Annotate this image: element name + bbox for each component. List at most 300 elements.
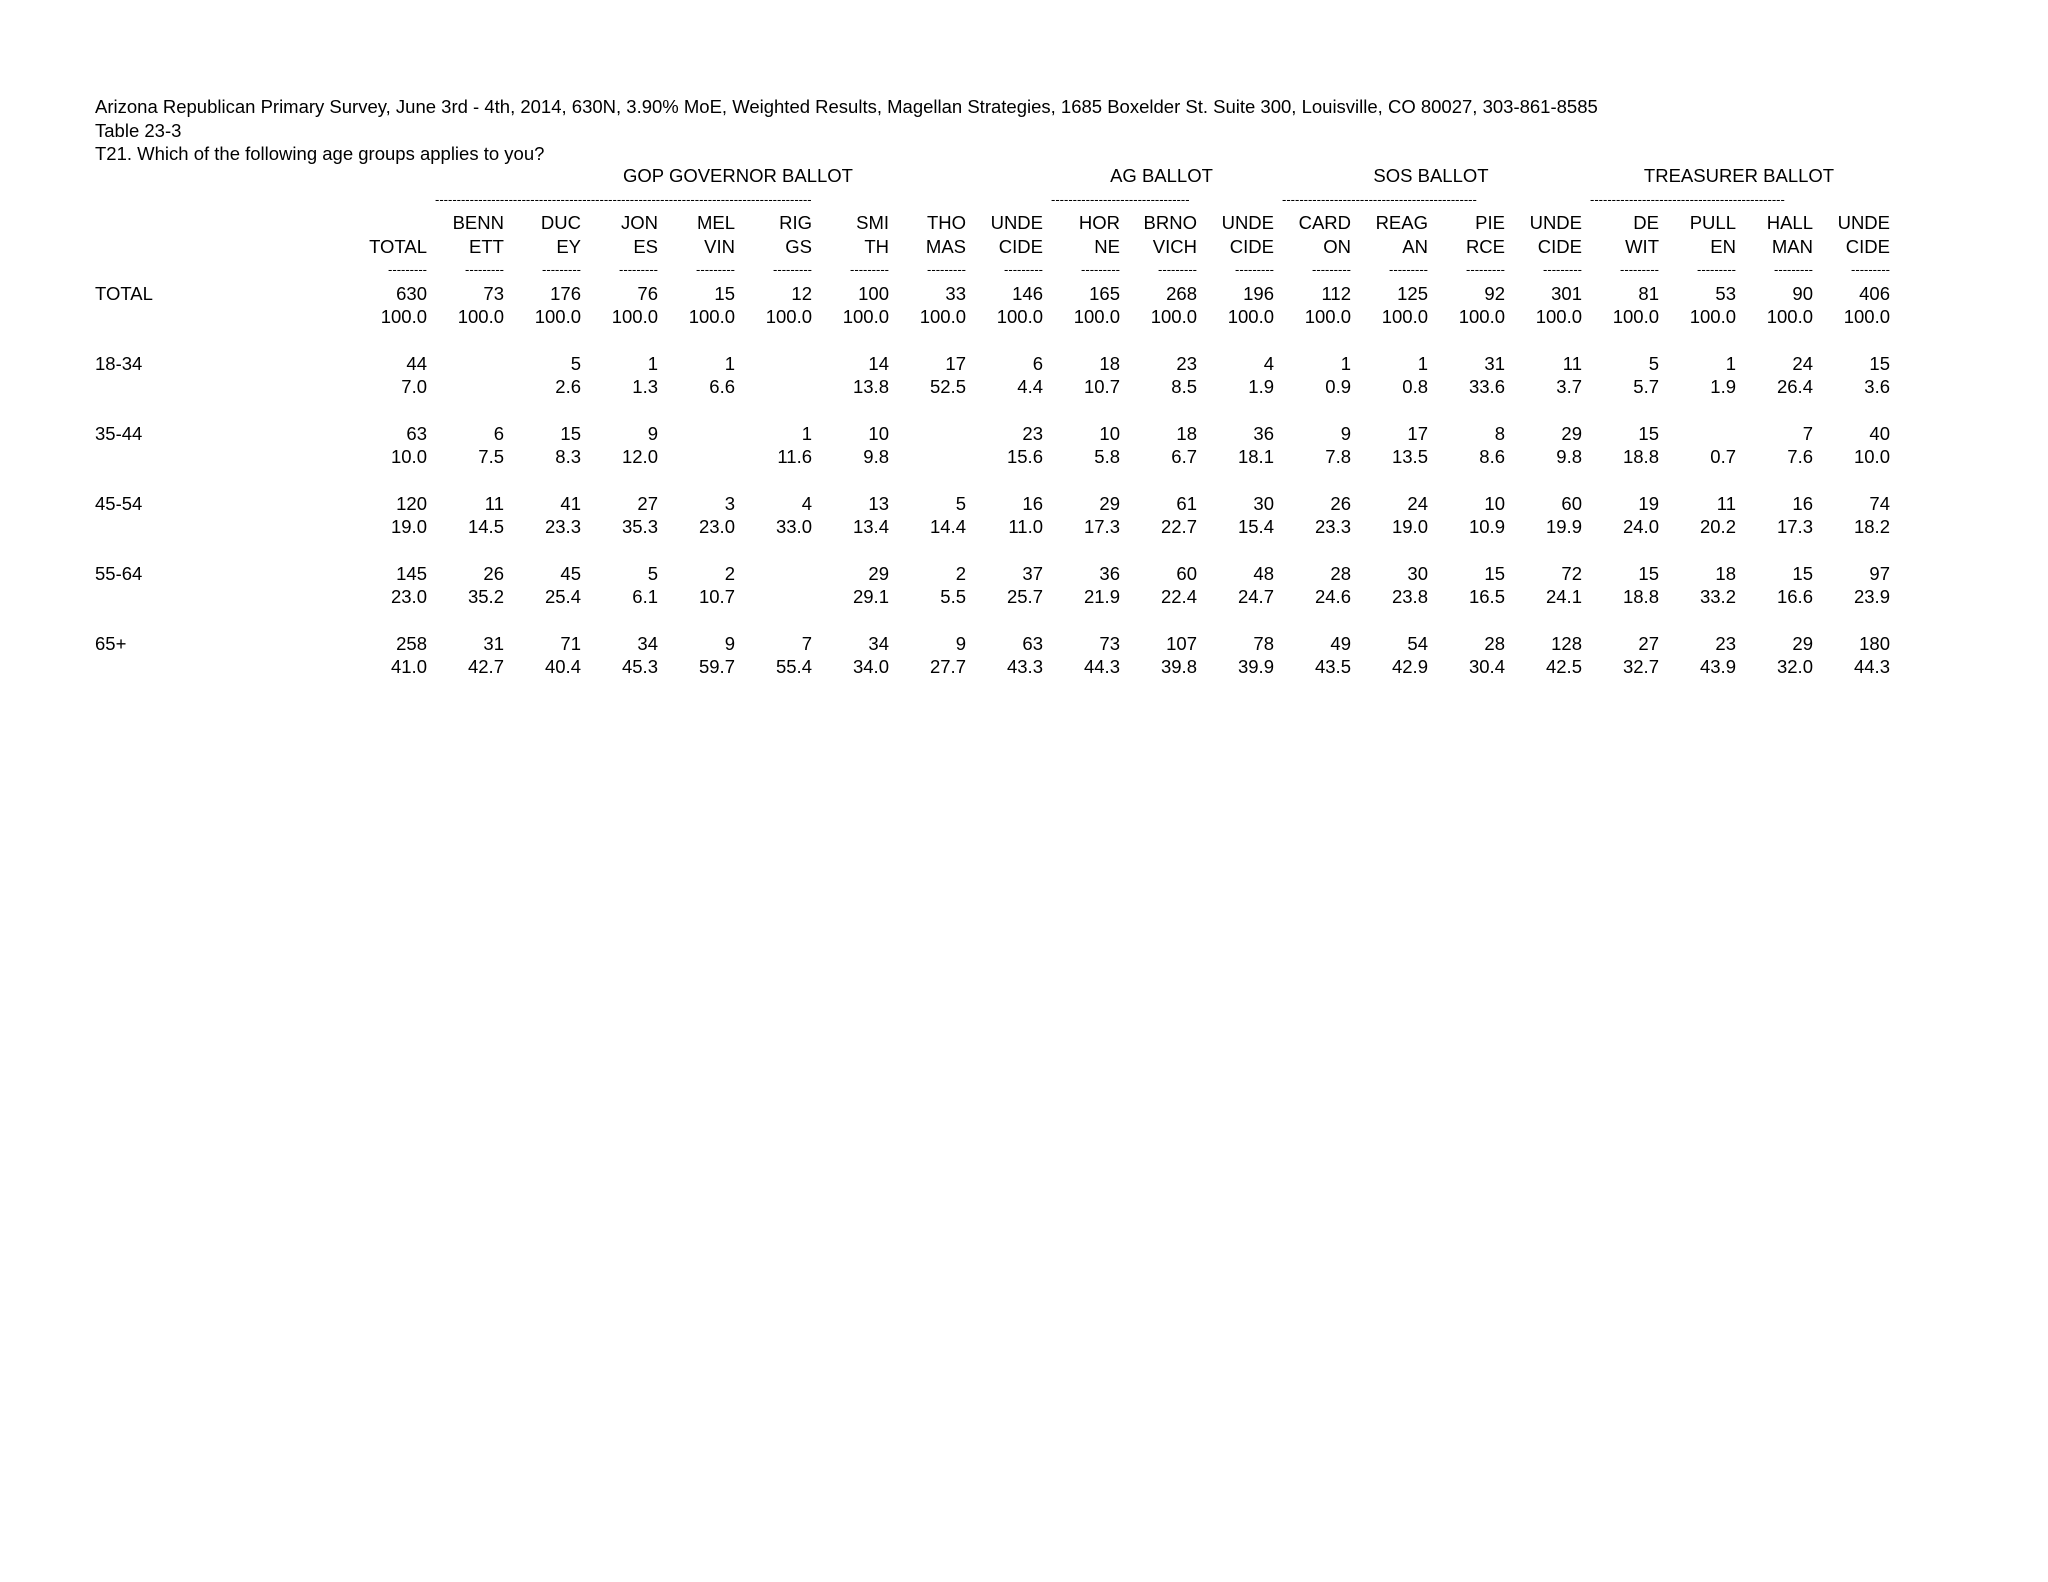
count-cell: 15 — [714, 282, 735, 304]
percent-cell: 100.0 — [1150, 306, 1197, 327]
percent-cell: 43.3 — [1006, 656, 1043, 677]
column-header: UNDE — [990, 212, 1043, 233]
column-underline: --------- — [1081, 262, 1120, 277]
count-cell: 6 — [493, 422, 504, 444]
percent-cell — [738, 585, 815, 609]
count-cell: 196 — [1243, 282, 1274, 304]
percent-cell: 18.8 — [1622, 586, 1659, 607]
percent-cell: 100.0 — [1304, 306, 1351, 327]
row-label-blank — [95, 235, 353, 259]
count-cell: 18 — [1715, 562, 1736, 584]
percent-cell: 100.0 — [1458, 306, 1505, 327]
percent-cell: 20.2 — [1699, 516, 1736, 537]
percent-cell: 22.4 — [1160, 586, 1197, 607]
count-cell: 23 — [1176, 352, 1197, 374]
table-row — [95, 422, 1893, 446]
group-header-row — [95, 164, 1893, 188]
count-cell: 36 — [1099, 562, 1120, 584]
percent-cell: 6.1 — [632, 586, 658, 607]
group-underline: --------------------------------------------- — [1282, 191, 1477, 207]
question-text: T21. Which of the following age groups applies to you? — [95, 143, 545, 164]
column-underline: --------- — [1851, 262, 1890, 277]
percent-cell — [892, 445, 969, 469]
count-cell: 15 — [1792, 562, 1813, 584]
column-underline: --------- — [1235, 262, 1274, 277]
column-header: DUC — [540, 212, 581, 233]
column-underline: --------- — [696, 262, 735, 277]
row-label: 35-44 — [95, 422, 143, 444]
column-underline: --------- — [542, 262, 581, 277]
column-header: PIE — [1475, 212, 1505, 233]
table-row — [95, 632, 1893, 656]
count-cell: 9 — [647, 422, 658, 444]
count-cell: 9 — [724, 632, 735, 654]
column-header: SMI — [856, 212, 889, 233]
percent-cell: 100.0 — [1073, 306, 1120, 327]
column-header: CIDE — [1537, 235, 1582, 257]
column-header: BRNO — [1143, 212, 1197, 233]
percent-cell: 2.6 — [555, 376, 581, 397]
percent-cell: 32.7 — [1622, 656, 1659, 677]
count-cell: 60 — [1561, 492, 1582, 514]
count-cell: 5 — [570, 352, 581, 374]
count-cell: 1 — [801, 422, 812, 444]
column-header: ETT — [469, 235, 504, 257]
percent-cell: 10.7 — [1083, 376, 1120, 397]
percent-cell — [430, 375, 507, 399]
column-underline: --------- — [1620, 262, 1659, 277]
row-label-blank — [95, 211, 353, 235]
row-label: 65+ — [95, 632, 127, 654]
count-cell: 27 — [1638, 632, 1659, 654]
column-underline: --------- — [465, 262, 504, 277]
count-cell — [892, 422, 969, 446]
count-cell: 11 — [484, 492, 504, 514]
row-label-blank — [95, 305, 353, 329]
percent-cell: 29.1 — [852, 586, 889, 607]
column-header: VIN — [704, 235, 735, 257]
column-underline: --------- — [619, 262, 658, 277]
count-cell: 34 — [637, 632, 658, 654]
percent-cell: 11.0 — [1008, 516, 1043, 537]
percent-cell: 33.6 — [1468, 376, 1505, 397]
column-header: HOR — [1078, 212, 1120, 233]
table-row — [95, 352, 1893, 376]
count-cell: 71 — [560, 632, 581, 654]
row-label-blank — [95, 375, 353, 399]
count-cell: 60 — [1176, 562, 1197, 584]
percent-cell: 24.6 — [1314, 586, 1351, 607]
table-row — [95, 562, 1893, 586]
count-cell: 73 — [1099, 632, 1120, 654]
count-cell: 165 — [1089, 282, 1120, 304]
count-cell: 63 — [1022, 632, 1043, 654]
percent-cell: 19.0 — [1391, 516, 1428, 537]
count-cell: 9 — [955, 632, 966, 654]
count-cell: 16 — [1792, 492, 1813, 514]
percent-cell: 100.0 — [1535, 306, 1582, 327]
count-cell: 120 — [396, 492, 427, 514]
column-header-row-2 — [95, 235, 1893, 259]
column-underline: --------- — [850, 262, 889, 277]
percent-cell: 33.0 — [775, 516, 812, 537]
count-cell: 24 — [1792, 352, 1813, 374]
count-cell: 19 — [1638, 492, 1659, 514]
percent-cell: 33.2 — [1699, 586, 1736, 607]
column-header: HALL — [1766, 212, 1813, 233]
count-cell: 146 — [1012, 282, 1043, 304]
spacer-cell — [95, 399, 1893, 422]
count-cell: 33 — [945, 282, 966, 304]
column-underline: --------- — [773, 262, 812, 277]
percent-cell: 26.4 — [1776, 376, 1813, 397]
group-underline: -------------------------------- — [1051, 191, 1190, 207]
percent-cell: 5.8 — [1094, 446, 1120, 467]
column-header: UNDE — [1837, 212, 1890, 233]
column-underline-row — [95, 258, 1893, 282]
percent-cell: 100.0 — [842, 306, 889, 327]
count-cell: 97 — [1869, 562, 1890, 584]
column-underline: --------- — [1389, 262, 1428, 277]
percent-cell: 100.0 — [765, 306, 812, 327]
column-underline: --------- — [927, 262, 966, 277]
count-cell: 268 — [1166, 282, 1197, 304]
percent-cell: 100.0 — [534, 306, 581, 327]
spacer-cell — [95, 329, 1893, 352]
row-label-blank — [95, 445, 353, 469]
count-cell: 112 — [1321, 282, 1351, 304]
percent-cell: 34.0 — [852, 656, 889, 677]
percent-cell: 12.0 — [621, 446, 658, 467]
count-cell: 17 — [945, 352, 966, 374]
percent-cell: 19.0 — [390, 516, 427, 537]
count-cell: 26 — [483, 562, 504, 584]
count-cell: 72 — [1561, 562, 1582, 584]
percent-cell: 45.3 — [621, 656, 658, 677]
count-cell: 41 — [560, 492, 581, 514]
percent-cell: 22.7 — [1160, 516, 1197, 537]
percent-cell — [738, 375, 815, 399]
count-cell: 128 — [1551, 632, 1582, 654]
group-underline-row — [95, 188, 1893, 212]
percent-cell: 24.0 — [1622, 516, 1659, 537]
percent-cell: 17.3 — [1083, 516, 1120, 537]
percent-cell: 18.1 — [1237, 446, 1274, 467]
count-cell: 30 — [1253, 492, 1274, 514]
count-cell: 23 — [1022, 422, 1043, 444]
percent-cell: 23.0 — [698, 516, 735, 537]
count-cell: 30 — [1407, 562, 1428, 584]
percent-cell: 11.6 — [777, 446, 812, 467]
percent-cell: 24.1 — [1545, 586, 1582, 607]
count-cell: 145 — [396, 562, 427, 584]
column-header: BENN — [452, 212, 504, 233]
column-header: TH — [864, 235, 889, 257]
column-header: VICH — [1152, 235, 1197, 257]
count-cell: 76 — [637, 282, 658, 304]
column-header: UNDE — [1221, 212, 1274, 233]
percent-cell: 10.0 — [1853, 446, 1890, 467]
column-header: RCE — [1465, 235, 1505, 257]
percent-cell: 7.6 — [1787, 446, 1813, 467]
percent-cell: 9.8 — [1556, 446, 1582, 467]
count-cell: 301 — [1551, 282, 1582, 304]
percent-cell: 8.3 — [555, 446, 581, 467]
count-cell: 17 — [1407, 422, 1428, 444]
count-cell: 23 — [1715, 632, 1736, 654]
count-cell: 24 — [1407, 492, 1428, 514]
count-cell: 5 — [647, 562, 658, 584]
count-cell: 2 — [724, 562, 735, 584]
spacer-cell — [95, 469, 1893, 492]
percent-cell: 10.0 — [390, 446, 427, 467]
percent-cell: 1.9 — [1248, 376, 1274, 397]
table-row — [95, 445, 1893, 469]
count-cell: 18 — [1176, 422, 1197, 444]
percent-cell: 23.0 — [390, 586, 427, 607]
percent-cell: 42.9 — [1391, 656, 1428, 677]
percent-cell: 35.2 — [467, 586, 504, 607]
percent-cell: 6.6 — [709, 376, 735, 397]
row-spacer — [95, 469, 1893, 492]
count-cell: 100 — [858, 282, 889, 304]
percent-cell: 25.7 — [1006, 586, 1043, 607]
group-blank — [353, 188, 430, 212]
column-header: CIDE — [998, 235, 1043, 257]
count-cell: 11 — [1716, 492, 1736, 514]
percent-cell: 17.3 — [1776, 516, 1813, 537]
row-label-blank — [95, 258, 353, 282]
group-blank — [353, 164, 430, 188]
percent-cell: 23.8 — [1391, 586, 1428, 607]
column-underline: --------- — [1697, 262, 1736, 277]
row-spacer — [95, 329, 1893, 352]
percent-cell: 14.4 — [929, 516, 966, 537]
table-row — [95, 282, 1893, 306]
count-cell: 53 — [1715, 282, 1736, 304]
percent-cell: 59.7 — [698, 656, 735, 677]
count-cell: 7 — [801, 632, 812, 654]
percent-cell: 39.8 — [1160, 656, 1197, 677]
column-header: RIG — [779, 212, 812, 233]
column-header: TOTAL — [369, 235, 427, 257]
count-cell: 7 — [1802, 422, 1813, 444]
percent-cell: 100.0 — [1227, 306, 1274, 327]
percent-cell: 16.6 — [1776, 586, 1813, 607]
percent-cell: 52.5 — [929, 376, 966, 397]
count-cell — [430, 352, 507, 376]
row-label: TOTAL — [95, 282, 153, 304]
percent-cell: 7.0 — [401, 376, 427, 397]
count-cell: 1 — [1725, 352, 1736, 374]
row-spacer — [95, 539, 1893, 562]
count-cell: 2 — [955, 562, 966, 584]
percent-cell: 43.5 — [1314, 656, 1351, 677]
percent-cell: 4.4 — [1017, 376, 1043, 397]
column-underline: --------- — [388, 262, 427, 277]
percent-cell: 3.7 — [1556, 376, 1582, 397]
percent-cell: 18.2 — [1853, 516, 1890, 537]
column-header: EY — [556, 235, 581, 257]
group-header: GOP GOVERNOR BALLOT — [623, 165, 853, 186]
percent-cell: 13.5 — [1391, 446, 1428, 467]
column-underline: --------- — [1543, 262, 1582, 277]
table-id: Table 23-3 — [95, 120, 182, 141]
count-cell: 15 — [1869, 352, 1890, 374]
count-cell: 15 — [1638, 422, 1659, 444]
group-underline: --------------------------------------------------------------------------------------- — [435, 191, 812, 207]
percent-cell: 9.8 — [863, 446, 889, 467]
count-cell: 9 — [1340, 422, 1351, 444]
percent-cell: 23.9 — [1853, 586, 1890, 607]
percent-cell: 8.6 — [1479, 446, 1505, 467]
percent-cell: 35.3 — [621, 516, 658, 537]
percent-cell: 100.0 — [611, 306, 658, 327]
count-cell: 90 — [1792, 282, 1813, 304]
table-row — [95, 515, 1893, 539]
count-cell: 31 — [1484, 352, 1505, 374]
count-cell: 4 — [801, 492, 812, 514]
percent-cell: 100.0 — [1689, 306, 1736, 327]
row-label: 18-34 — [95, 352, 143, 374]
count-cell: 18 — [1099, 352, 1120, 374]
column-header: DE — [1633, 212, 1659, 233]
count-cell: 29 — [1792, 632, 1813, 654]
column-header: NE — [1094, 235, 1120, 257]
count-cell: 45 — [560, 562, 581, 584]
column-header: EN — [1710, 235, 1736, 257]
count-cell: 6 — [1032, 352, 1043, 374]
count-cell: 125 — [1397, 282, 1428, 304]
percent-cell: 18.8 — [1622, 446, 1659, 467]
column-header: WIT — [1625, 235, 1659, 257]
percent-cell: 24.7 — [1237, 586, 1274, 607]
column-header: CIDE — [1845, 235, 1890, 257]
count-cell: 406 — [1859, 282, 1890, 304]
percent-cell: 0.7 — [1710, 446, 1736, 467]
count-cell: 28 — [1330, 562, 1351, 584]
count-cell: 74 — [1869, 492, 1890, 514]
column-header: AN — [1402, 235, 1428, 257]
percent-cell: 3.6 — [1864, 376, 1890, 397]
count-cell: 8 — [1494, 422, 1505, 444]
count-cell: 13 — [868, 492, 889, 514]
count-cell: 29 — [868, 562, 889, 584]
column-header — [353, 211, 430, 235]
count-cell: 1 — [1417, 352, 1428, 374]
percent-cell: 15.4 — [1237, 516, 1274, 537]
column-underline: --------- — [1004, 262, 1043, 277]
count-cell: 15 — [560, 422, 581, 444]
column-underline: --------- — [1774, 262, 1813, 277]
column-header: MEL — [696, 212, 735, 233]
percent-cell: 15.6 — [1006, 446, 1043, 467]
row-label-blank — [95, 585, 353, 609]
percent-cell: 7.5 — [478, 446, 504, 467]
column-underline: --------- — [1466, 262, 1505, 277]
count-cell: 28 — [1484, 632, 1505, 654]
row-spacer — [95, 399, 1893, 422]
percent-cell: 44.3 — [1083, 656, 1120, 677]
count-cell: 34 — [868, 632, 889, 654]
count-cell: 5 — [1648, 352, 1659, 374]
count-cell: 31 — [483, 632, 504, 654]
column-underline: --------- — [1312, 262, 1351, 277]
count-cell: 180 — [1859, 632, 1890, 654]
count-cell: 27 — [637, 492, 658, 514]
count-cell: 10 — [1099, 422, 1120, 444]
table-row — [95, 655, 1893, 679]
crosstab-table — [95, 164, 1893, 679]
count-cell: 5 — [955, 492, 966, 514]
table-row — [95, 585, 1893, 609]
percent-cell: 16.5 — [1468, 586, 1505, 607]
percent-cell: 1.3 — [632, 376, 658, 397]
percent-cell: 100.0 — [996, 306, 1043, 327]
percent-cell: 42.5 — [1545, 656, 1582, 677]
group-underline: --------------------------------------------- — [1590, 191, 1785, 207]
count-cell: 107 — [1166, 632, 1197, 654]
percent-cell: 27.7 — [929, 656, 966, 677]
count-cell — [1662, 422, 1739, 446]
percent-cell: 5.7 — [1633, 376, 1659, 397]
count-cell: 176 — [550, 282, 581, 304]
count-cell: 48 — [1253, 562, 1274, 584]
spacer-cell — [95, 609, 1893, 632]
percent-cell: 19.9 — [1545, 516, 1582, 537]
count-cell: 10 — [1484, 492, 1505, 514]
row-label-blank — [95, 515, 353, 539]
count-cell: 61 — [1176, 492, 1197, 514]
group-header: SOS BALLOT — [1373, 165, 1489, 186]
percent-cell: 13.4 — [852, 516, 889, 537]
count-cell: 63 — [406, 422, 427, 444]
count-cell: 44 — [406, 352, 427, 374]
column-header: GS — [785, 235, 812, 257]
percent-cell: 25.4 — [544, 586, 581, 607]
count-cell: 630 — [396, 282, 427, 304]
count-cell — [738, 352, 815, 376]
row-label-blank — [95, 188, 353, 212]
percent-cell: 10.9 — [1468, 516, 1505, 537]
row-label-blank — [95, 164, 353, 188]
percent-cell: 8.5 — [1171, 376, 1197, 397]
percent-cell: 100.0 — [1843, 306, 1890, 327]
row-spacer — [95, 609, 1893, 632]
count-cell: 15 — [1638, 562, 1659, 584]
table-row — [95, 305, 1893, 329]
percent-cell: 42.7 — [467, 656, 504, 677]
column-header: JON — [621, 212, 658, 233]
column-header: ON — [1323, 235, 1351, 257]
count-cell: 54 — [1407, 632, 1428, 654]
percent-cell: 44.3 — [1853, 656, 1890, 677]
column-header: ES — [633, 235, 658, 257]
group-header: AG BALLOT — [1110, 165, 1213, 186]
count-cell: 81 — [1638, 282, 1659, 304]
percent-cell: 1.9 — [1710, 376, 1736, 397]
percent-cell: 100.0 — [1381, 306, 1428, 327]
percent-cell: 13.8 — [852, 376, 889, 397]
percent-cell: 7.8 — [1325, 446, 1351, 467]
percent-cell: 100.0 — [1766, 306, 1813, 327]
table-row — [95, 492, 1893, 516]
count-cell: 3 — [724, 492, 735, 514]
count-cell: 16 — [1022, 492, 1043, 514]
percent-cell: 0.8 — [1402, 376, 1428, 397]
percent-cell: 100.0 — [1612, 306, 1659, 327]
percent-cell: 40.4 — [544, 656, 581, 677]
